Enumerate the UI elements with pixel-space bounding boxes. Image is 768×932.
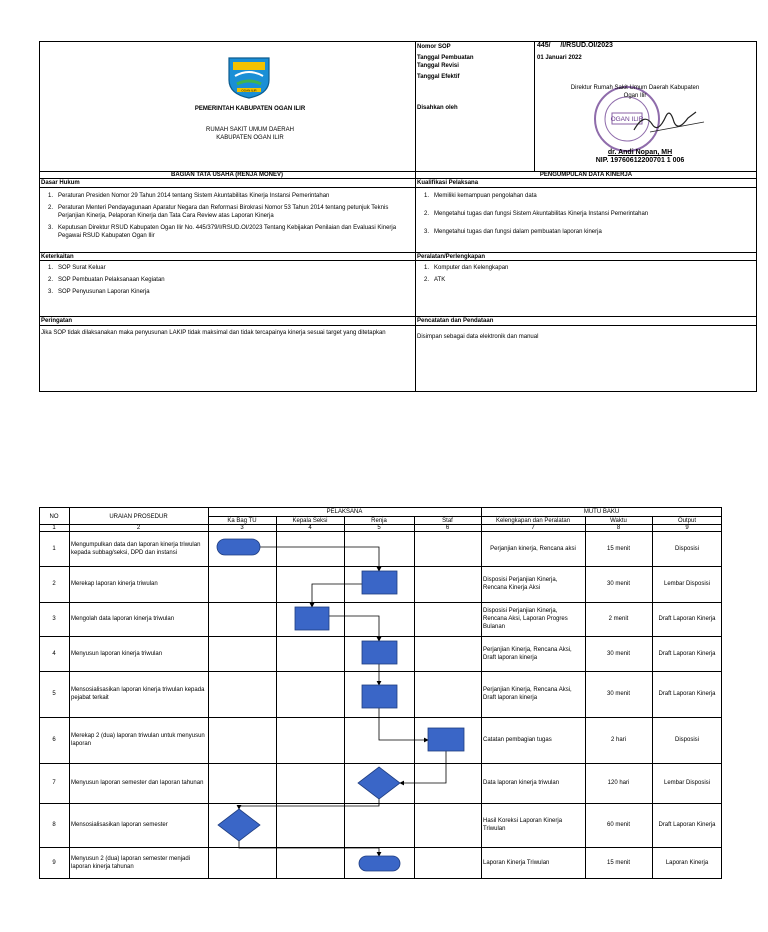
peralatan-title: Peralatan/Perlengkapan xyxy=(417,254,486,260)
row-output: Draft Laporan Kinerja xyxy=(658,822,716,828)
dasar-hukum-title: Dasar Hukum xyxy=(41,180,80,186)
col-number: 6 xyxy=(445,525,450,531)
row-number: 8 xyxy=(52,822,56,828)
header-actor-staf: Staf xyxy=(442,518,453,524)
approved-by-label: Disahkan oleh xyxy=(417,105,458,111)
header-actor-kasi: Kepala Seksi xyxy=(292,518,328,524)
col-number: 4 xyxy=(308,525,312,531)
row-waktu: 2 hari xyxy=(610,737,626,743)
row-waktu: 30 menit xyxy=(606,650,630,657)
row-number: 7 xyxy=(52,780,56,786)
row-waktu: 120 hari xyxy=(607,780,630,786)
pencatatan-text: Disimpan sebagai data elektronik dan manual xyxy=(417,334,539,340)
section-right-title: PENGUMPULAN DATA KINERJA xyxy=(539,172,633,178)
row-number: 6 xyxy=(52,737,56,743)
logo-lettering: OGAN ILIR xyxy=(241,88,257,93)
gov-name: PEMERINTAH KABUPATEN OGAN ILIR xyxy=(194,106,306,112)
keterkaitan-title: Keterkaitan xyxy=(41,254,74,260)
row-kelengkapan: Catatan pembagian tugas xyxy=(483,737,552,743)
row-output: Lembar Disposisi xyxy=(663,780,711,786)
meta-value-nomor: 445/ /I/RSUD.OI/2023 xyxy=(537,42,613,49)
row-uraian: Mengumpulkan data dan laporan kinerja triwulan kepada subbag/seksi, DPD dan instansi xyxy=(71,541,201,556)
header-output: Output xyxy=(677,518,696,524)
row-kelengkapan: Laporan Kinerja Triwulan xyxy=(483,860,550,866)
list-item: 3. SOP Penyusunan Laporan Kinerja xyxy=(47,289,150,295)
peringatan-text: Jika SOP tidak dilaksanakan maka penyusunan LAKIP tidak maksimal dan tidak tercapainya kinerja sesuai target yang ditetapkan xyxy=(41,330,386,336)
header-no: NO xyxy=(49,514,59,520)
col-number: 7 xyxy=(531,525,535,531)
row-uraian: Menyusun laporan semester dan laporan tahunan xyxy=(71,780,204,786)
signer-title: Direktur Rumah Sakit Umum Daerah Kabupaten Ogan Ilir xyxy=(570,85,700,99)
header-uraian: URAIAN PROSEDUR xyxy=(109,514,168,520)
col-number: 2 xyxy=(136,525,141,531)
col-number: 8 xyxy=(616,525,621,531)
regency-logo xyxy=(225,54,273,100)
row-output: Disposisi xyxy=(674,737,699,743)
signer-name: dr. Andi Nopan, MH xyxy=(607,149,673,156)
header-actor-kabag: Ka Bag TU xyxy=(227,518,257,524)
row-uraian: Mensosialisasikan laporan semester xyxy=(71,822,168,828)
hospital-name: RUMAH SAKIT UMUM DAERAH xyxy=(206,127,294,133)
meta-label-revisi: Tanggal Revisi xyxy=(417,63,459,69)
row-kelengkapan: Disposisi Perjanjian Kinerja, Rencana Kinerja Aksi xyxy=(483,577,558,591)
keterkaitan-list xyxy=(41,264,401,300)
row-number: 4 xyxy=(52,650,56,657)
list-item: 2. Peraturan Menteri Pendayagunaan Aparatur Negara dan Reformasi Birokrasi Nomor 53 Tahun 2014 tentang petunjuk Teknis Perjanjian Kinerja, Pelaporan Kinerja dan Tata Cara Review atas Laporan Kinerja xyxy=(47,205,389,219)
list-item: 3. Mengetahui tugas dan fungsi dalam pembuatan laporan kinerja xyxy=(423,229,602,235)
row-number: 1 xyxy=(52,545,56,552)
section-left-title: BAGIAN TATA USAHA (RENJA MONEV) xyxy=(171,172,283,178)
header-mutu-baku: MUTU BAKU xyxy=(583,509,620,515)
meta-label-nomor: Nomor SOP xyxy=(417,44,451,50)
col-number: 5 xyxy=(377,525,381,531)
row-uraian: Menyusun 2 (dua) laporan semester menjadi laporan kinerja tahunan xyxy=(71,856,191,870)
hospital-name-2: KABUPATEN OGAN ILIR xyxy=(216,135,284,141)
row-kelengkapan: Perjanjian kinerja, Rencana aksi xyxy=(490,545,576,552)
row-kelengkapan: Perjanjian Kinerja, Rencana Aksi, Draft laporan kinerja xyxy=(483,687,572,701)
header-actor-renja: Renja xyxy=(371,518,387,524)
row-output: Draft Laporan Kinerja xyxy=(658,616,716,622)
kualifikasi-list xyxy=(417,192,747,240)
row-output: Lembar Disposisi xyxy=(663,581,711,587)
row-kelengkapan: Disposisi Perjanjian Kinerja, Rencana Aksi, Laporan Progres Bulanan xyxy=(483,608,568,630)
list-item: 1. Memiliki kemampuan pengolahan data xyxy=(423,193,537,199)
header-kelengkapan: Kelengkapan dan Peralatan xyxy=(495,518,571,524)
meta-label-efektif: Tanggal Efektif xyxy=(417,74,460,80)
row-output: Draft Laporan Kinerja xyxy=(658,691,716,697)
meta-label-pembuatan: Tanggal Pembuatan xyxy=(417,55,474,61)
peralatan-list xyxy=(417,264,747,288)
row-waktu: 15 menit xyxy=(606,545,630,552)
peringatan-title: Peringatan xyxy=(41,318,73,324)
row-waktu: 60 menit xyxy=(606,822,630,828)
list-item: 2. Mengetahui tugas dan fungsi Sistem Akuntabilitas Kinerja Instansi Pemerintahan xyxy=(423,211,649,217)
row-kelengkapan: Data laporan kinerja triwulan xyxy=(483,780,560,786)
list-item: 3. Keputusan Direktur RSUD Kabupaten Ogan Ilir No. 445/379/I/RSUD.OI/2023 Tentang Kebijakan Penilaian dan Evaluasi Kinerja Pegawai RSUD Kabupaten Ogan Ilir xyxy=(47,225,397,239)
row-number: 2 xyxy=(52,581,56,587)
row-output: Laporan Kinerja xyxy=(665,860,709,866)
row-uraian: Menyusun laporan kinerja triwulan xyxy=(71,650,163,657)
kualifikasi-title: Kualifikasi Pelaksana xyxy=(417,180,479,186)
row-uraian: Mensosialisasikan laporan kinerja triwulan kepada pejabat terkait xyxy=(71,687,205,701)
row-number: 3 xyxy=(52,616,56,622)
row-kelengkapan: Hasil Koreksi Laporan Kinerja Triwulan xyxy=(483,818,563,832)
row-waktu: 30 menit xyxy=(606,691,630,697)
row-waktu: 15 menit xyxy=(606,860,630,866)
row-kelengkapan: Perjanjian Kinerja, Rencana Aksi, Draft laporan kinerja xyxy=(483,646,572,661)
stamp-lettering: OGAN ILIR xyxy=(610,116,644,123)
list-item: 1. SOP Surat Keluar xyxy=(47,265,106,271)
row-uraian: Merekap laporan kinerja triwulan xyxy=(71,581,158,587)
row-number: 5 xyxy=(52,691,56,697)
list-item: 2. SOP Pembuatan Pelaksanaan Kegiatan xyxy=(47,277,165,283)
header-waktu: Waktu xyxy=(610,518,627,524)
list-item: 2. ATK xyxy=(423,277,446,283)
col-number: 1 xyxy=(52,525,56,531)
col-number: 9 xyxy=(685,525,689,531)
signature xyxy=(630,104,710,140)
row-waktu: 30 menit xyxy=(606,581,630,587)
list-item: 1. Komputer dan Kelengkapan xyxy=(423,265,509,271)
col-number: 3 xyxy=(240,525,244,531)
signer-nip: NIP. 19760612200701 1 006 xyxy=(595,157,685,164)
row-uraian: Mengolah data laporan kinerja triwulan xyxy=(71,616,175,622)
pencatatan-title: Pencatatan dan Pendataan xyxy=(417,318,494,324)
row-waktu: 2 menit xyxy=(608,616,629,622)
dasar-hukum-list xyxy=(41,192,401,244)
row-output: Disposisi xyxy=(674,545,699,552)
row-output: Draft Laporan Kinerja xyxy=(658,650,716,657)
row-number: 9 xyxy=(52,860,56,866)
meta-value-pembuatan: 01 Januari 2022 xyxy=(537,55,582,61)
row-uraian: Merekap 2 (dua) laporan triwulan untuk menyusun laporan xyxy=(71,733,205,747)
list-item: 1. Peraturan Presiden Nomor 29 Tahun 2014 tentang Sistem Akuntabilitas Kinerja Instansi Pemerintahan xyxy=(47,193,330,199)
header-pelaksana: PELAKSANA xyxy=(326,509,363,515)
